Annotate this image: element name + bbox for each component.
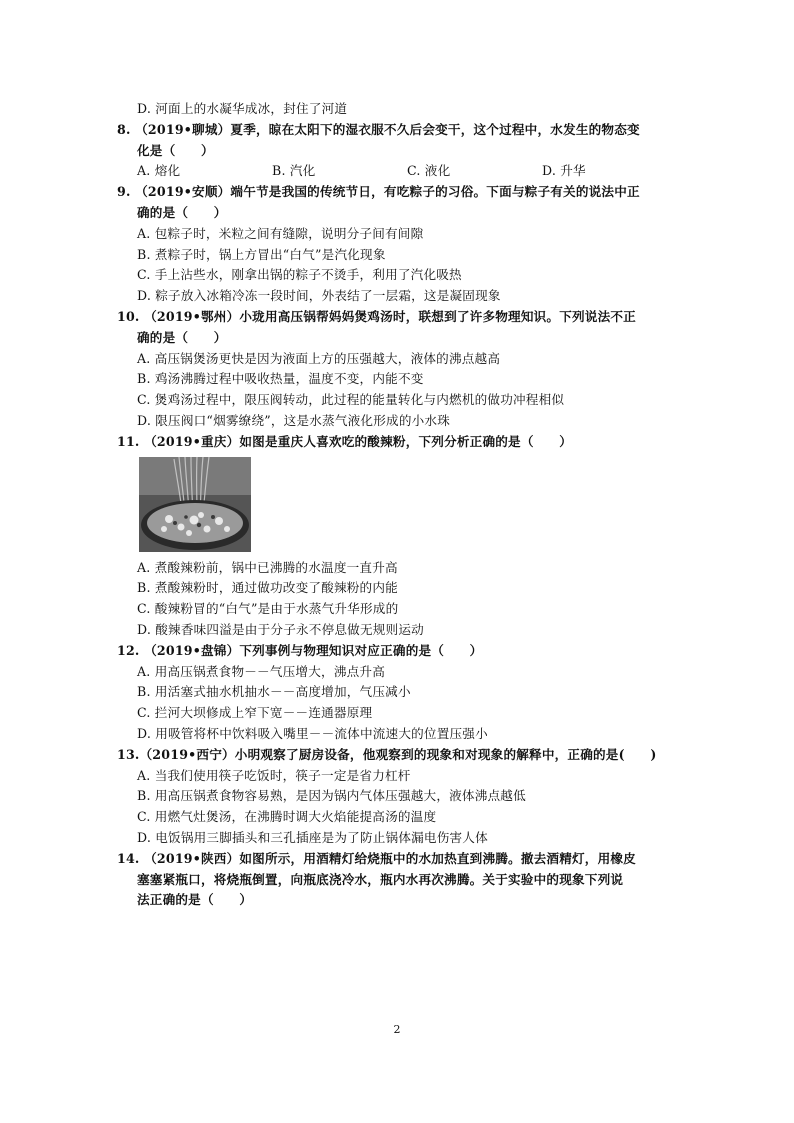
option-q12-d: D. 用吸管将杯中饮料吸入嘴里－－流体中流速大的位置压强小 [137,725,488,741]
question-13-stem-line-1: 13.（2019•西宁）小明观察了厨房设备，他观察到的现象和对现象的解释中，正确的是( ) [117,746,657,762]
option-q8-c: C. 液化 [407,163,451,179]
option-q11-c: C. 酸辣粉冒的“白气”是由于水蒸气升华形成的 [137,601,399,617]
option-q7-d: D. 河面上的水凝华成冰，封住了河道 [137,101,348,116]
option-q13-c: C. 用燃气灶煲汤，在沸腾时调大火焰能提高汤的温度 [137,809,437,825]
option-q11-b: B. 煮酸辣粉时，通过做功改变了酸辣粉的内能 [137,580,398,596]
option-q9-d: D. 粽子放入冰箱冷冻一段时间，外表结了一层霜，这是凝固现象 [137,288,501,304]
option-q13-d: D. 电饭锅用三脚插头和三孔插座是为了防止锅体漏电伤害人体 [137,829,488,845]
question-10-stem-line-2: 确的是（ ） [137,329,227,345]
option-q13-a: A. 当我们使用筷子吃饭时，筷子一定是省力杠杆 [137,767,411,783]
option-q12-a: A. 用高压锅煮食物－－气压增大，沸点升高 [137,663,385,679]
option-q9-b: B. 煮粽子时，锅上方冒出“白气”是汽化现象 [137,246,386,262]
question-12-stem-line-1: 12. （2019•盘锦）下列事例与物理知识对应正确的是（ ） [117,642,483,658]
question-9-stem-line-1: 9. （2019•安顺）端午节是我国的传统节日，有吃粽子的习俗。下面与粽子有关的说法中正 [117,184,640,200]
option-q10-a: A. 高压锅煲汤更快是因为液面上方的压强越大，液体的沸点越高 [137,350,501,366]
question-14-stem-line-3: 法正确的是（ ） [137,892,253,908]
option-q11-a: A. 煮酸辣粉前，锅中已沸腾的水温度一直升高 [137,559,398,575]
question-8-options [117,161,677,182]
page-number: 2 [393,1023,401,1036]
option-q11-d: D. 酸辣香味四溢是由于分子永不停息做无规则运动 [137,621,424,637]
option-q9-a: A. 包粽子时，米粒之间有缝隙，说明分子间有间隙 [137,225,424,241]
option-q8-d: D. 升华 [542,163,586,179]
option-q12-b: B. 用活塞式抽水机抽水－－高度增加，气压减小 [137,684,411,700]
question-10-stem-line-1: 10. （2019•鄂州）小珑用高压锅帮妈妈煲鸡汤时，联想到了许多物理知识。下列说法不正 [117,308,636,324]
option-q12-c: C. 拦河大坝修成上窄下宽－－连通器原理 [137,705,373,721]
question-8-stem-line-2: 化是（ ） [137,142,214,158]
noodle-bowl-photo [139,457,251,552]
question-9-stem-line-2: 确的是（ ） [137,204,227,220]
option-q9-c: C. 手上沾些水，刚拿出锅的粽子不烫手，利用了汽化吸热 [137,267,462,283]
question-11-stem-line-1: 11. （2019•重庆）如图是重庆人喜欢吃的酸辣粉，下列分析正确的是（ ） [117,433,573,449]
option-q10-d: D. 限压阀口“烟雾缭绕”，这是水蒸气液化形成的小水珠 [137,412,450,428]
question-14-stem-line-2: 塞塞紧瓶口，将烧瓶倒置，向瓶底浇冷水，瓶内水再次沸腾。关于实验中的现象下列说 [137,871,624,887]
option-q8-b: B. 汽化 [272,163,316,179]
question-14-stem-line-1: 14. （2019•陕西）如图所示，用酒精灯给烧瓶中的水加热直到沸腾。撤去酒精灯，用橡皮 [117,850,636,866]
option-q13-b: B. 用高压锅煮食物容易熟，是因为锅内气体压强越大，液体沸点越低 [137,788,526,804]
question-list [117,99,677,911]
option-q10-c: C. 煲鸡汤过程中，限压阀转动，此过程的能量转化与内燃机的做功冲程相似 [137,392,565,408]
question-8-stem-line-1: 8. （2019•聊城）夏季，晾在太阳下的湿衣服不久后会变干，这个过程中，水发生的物态变 [117,121,640,137]
option-q8-a: A. 熔化 [137,163,181,179]
option-q10-b: B. 鸡汤沸腾过程中吸收热量，温度不变，内能不变 [137,371,424,387]
noodle-bowl-illustration [139,457,251,552]
